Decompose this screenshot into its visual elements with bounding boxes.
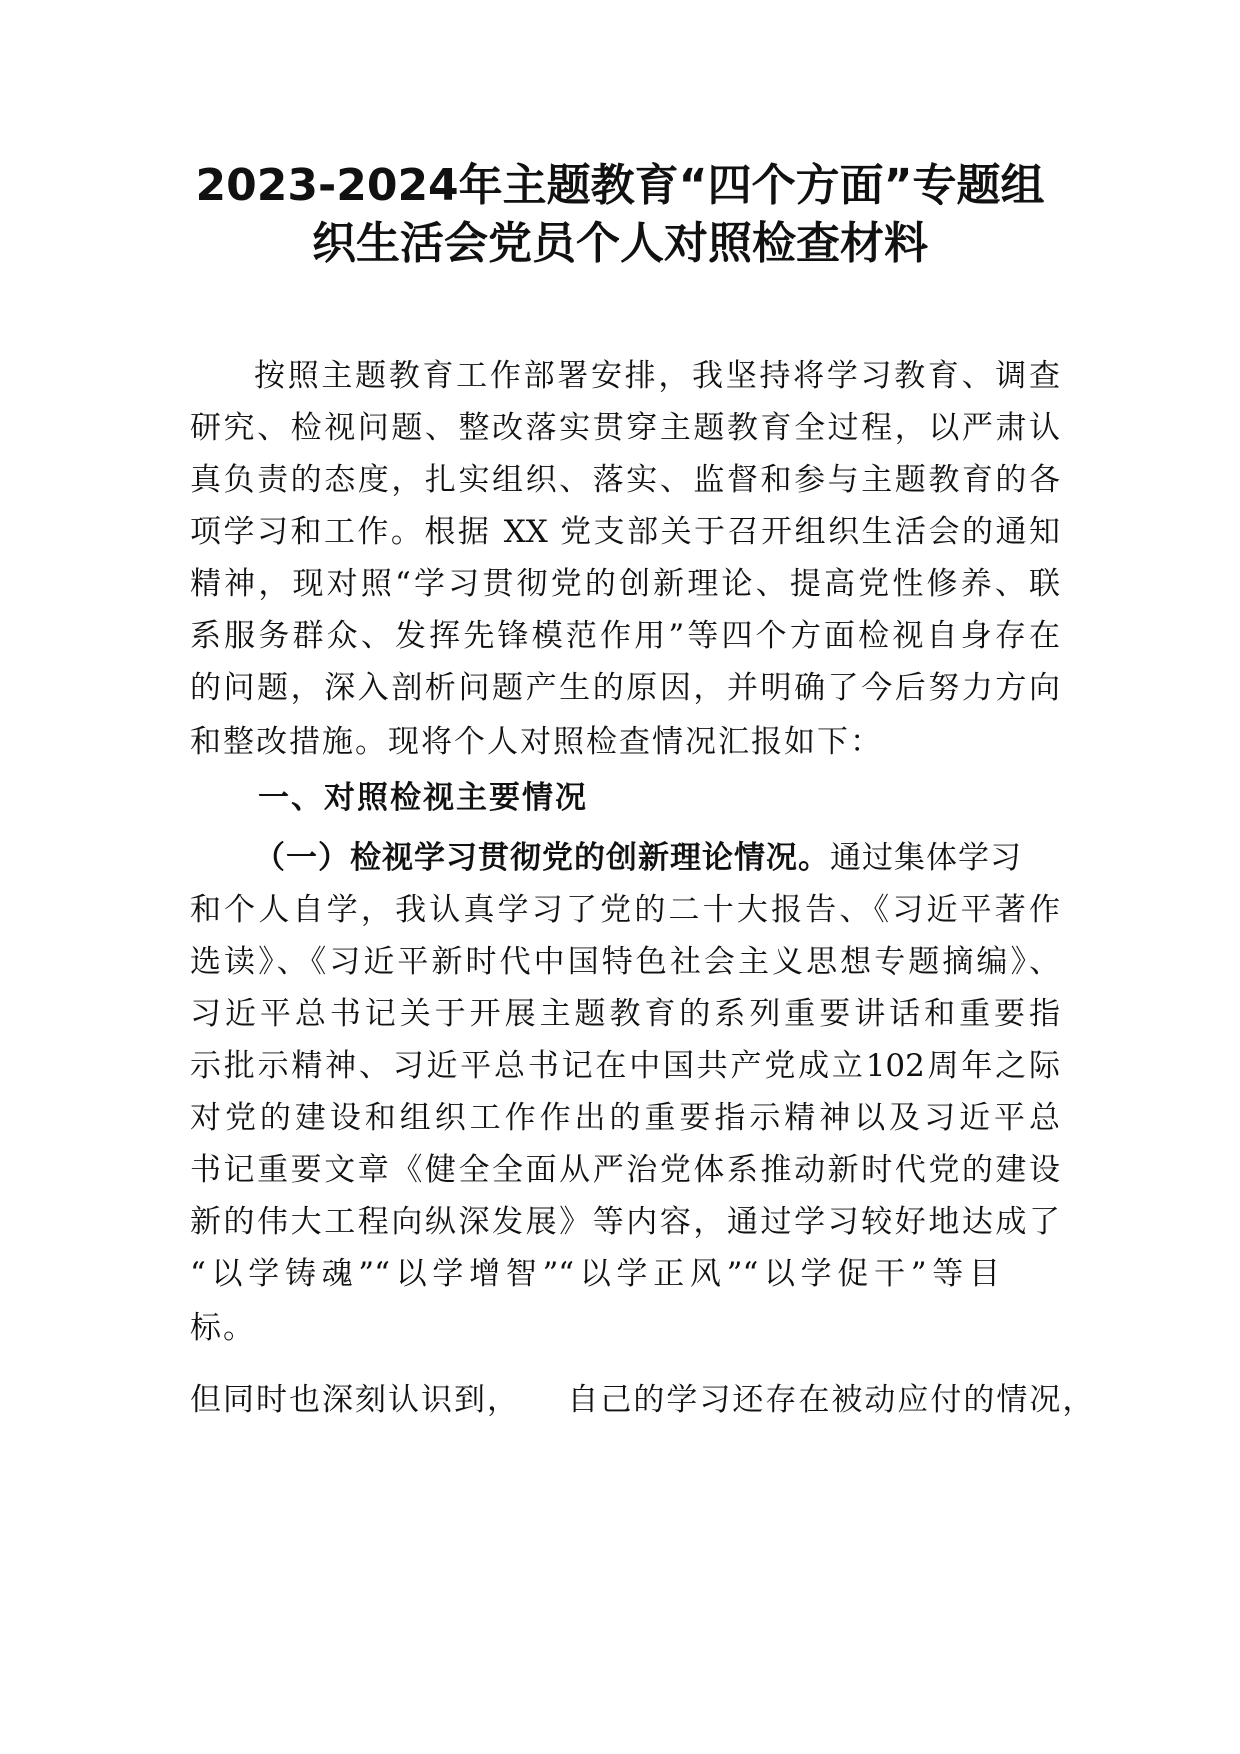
section-heading-1: 一、对照检视主要情况	[258, 780, 588, 816]
subsection-1-line-8: 新的伟大工程向纵深发展》等内容，通过学习较好地达成了	[190, 1204, 1060, 1240]
subsection-1-line-6: 对党的建设和组织工作作出的重要指示精神以及习近平总	[190, 1100, 1060, 1136]
subsection-1-heading: （一）检视学习贯彻党的创新理论情况。	[254, 840, 830, 876]
subsection-1-line-4: 习近平总书记关于开展主题教育的系列重要讲话和重要指	[190, 996, 1060, 1032]
intro-line-2: 研究、检视问题、整改落实贯穿主题教育全过程，以严肃认	[190, 410, 1060, 446]
intro-line-7: 的问题，深入剖析问题产生的原因，并明确了今后努力方向	[190, 670, 1060, 706]
continuation-line: 但同时也深刻认识到， 自己的学习还存在被动应付的情况，	[190, 1382, 1096, 1418]
intro-line-1: 按照主题教育工作部署安排，我坚持将学习教育、调查	[254, 358, 1060, 394]
intro-line-5: 精神，现对照“学习贯彻党的创新理论、提高党性修养、联	[190, 566, 1060, 602]
intro-line-4: 项学习和工作。根据 XX 党支部关于召开组织生活会的通知	[190, 514, 1060, 550]
subsection-1-line-2: 和个人自学，我认真学习了党的二十大报告、《习近平著作	[190, 892, 1060, 928]
subsection-1-line-10: 标。	[190, 1310, 256, 1346]
subsection-1-first-line-text: 通过集体学习	[830, 840, 1022, 876]
intro-line-8: 和整改措施。现将个人对照检查情况汇报如下：	[190, 724, 883, 760]
subsection-1-line-9: “以学铸魂”“以学增智”“以学正风”“以学促干”等目	[190, 1256, 1000, 1292]
subsection-1-line-5: 示批示精神、习近平总书记在中国共产党成立102周年之际	[190, 1048, 1060, 1084]
document-title-line-1: 2023-2024年主题教育“四个方面”专题组	[195, 160, 1045, 211]
intro-line-3: 真负责的态度，扎实组织、落实、监督和参与主题教育的各	[190, 462, 1060, 498]
document-title-line-2: 织生活会党员个人对照检查材料	[312, 218, 928, 269]
intro-line-6: 系服务群众、发挥先锋模范作用”等四个方面检视自身存在	[190, 618, 1060, 654]
subsection-1-first-line	[254, 836, 1022, 880]
subsection-1-line-7: 书记重要文章《健全全面从严治党体系推动新时代党的建设	[190, 1152, 1060, 1188]
subsection-1-line-3: 选读》、《习近平新时代中国特色社会主义思想专题摘编》、	[190, 944, 1060, 980]
